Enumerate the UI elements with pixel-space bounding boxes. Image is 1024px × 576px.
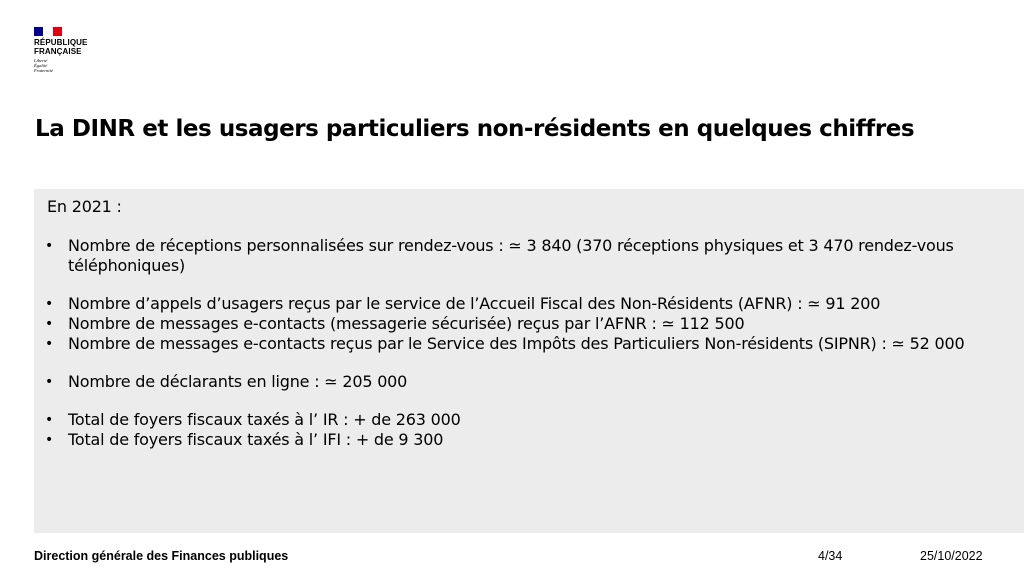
logo-motto-fraternite: Fraternité xyxy=(34,68,53,74)
logo-title xyxy=(34,39,114,56)
footer-organization: Direction générale des Finances publiques xyxy=(34,549,289,563)
logo-title-line1: RÉPUBLIQUE xyxy=(34,38,88,47)
republique-francaise-logo xyxy=(34,27,114,74)
content-box xyxy=(34,189,1024,533)
footer-date: 25/10/2022 xyxy=(920,549,983,563)
statistics-list xyxy=(34,236,1024,450)
bullet-econtacts-sipnr: • Nombre de messages e-contacts reçus par le Service des Impôts des Particuliers Non-résidents (SIPNR) : ≃ 52 000 xyxy=(34,334,1024,354)
flag-blue-stripe xyxy=(34,27,43,36)
bullet-receptions: • Nombre de réceptions personnalisées sur rendez-vous : ≃ 3 840 (370 réceptions physiques et 3 470 rendez-vous téléphoniques) xyxy=(34,236,1024,276)
bullet-foyers-ifi: • Total de foyers fiscaux taxés à l’ IFI : + de 9 300 xyxy=(34,430,1024,450)
footer-page-number: 4/34 xyxy=(818,549,843,563)
flag-white-stripe xyxy=(43,27,52,36)
bullet-declarants-en-ligne: • Nombre de déclarants en ligne : ≃ 205 000 xyxy=(34,372,1024,392)
bullet-appels-afnr: • Nombre d’appels d’usagers reçus par le service de l’Accueil Fiscal des Non-Résidents (AFNR) : ≃ 91 200 xyxy=(34,294,1024,314)
logo-motto-egalite: Égalité xyxy=(34,63,48,69)
logo-motto xyxy=(34,58,114,74)
slide-title: La DINR et les usagers particuliers non-résidents en quelques chiffres xyxy=(35,116,915,142)
logo-title-line2: FRANÇAISE xyxy=(34,46,82,56)
bullet-econtacts-afnr: • Nombre de messages e-contacts (messagerie sécurisée) reçus par l’AFNR : ≃ 112 500 xyxy=(34,314,1024,334)
logo-motto-liberte: Liberté xyxy=(34,58,48,63)
bullet-foyers-ir: • Total de foyers fiscaux taxés à l’ IR : + de 263 000 xyxy=(34,410,1024,430)
flag-red-stripe xyxy=(53,27,62,36)
french-flag-icon xyxy=(34,27,62,36)
intro-text: En 2021 : xyxy=(47,197,122,216)
